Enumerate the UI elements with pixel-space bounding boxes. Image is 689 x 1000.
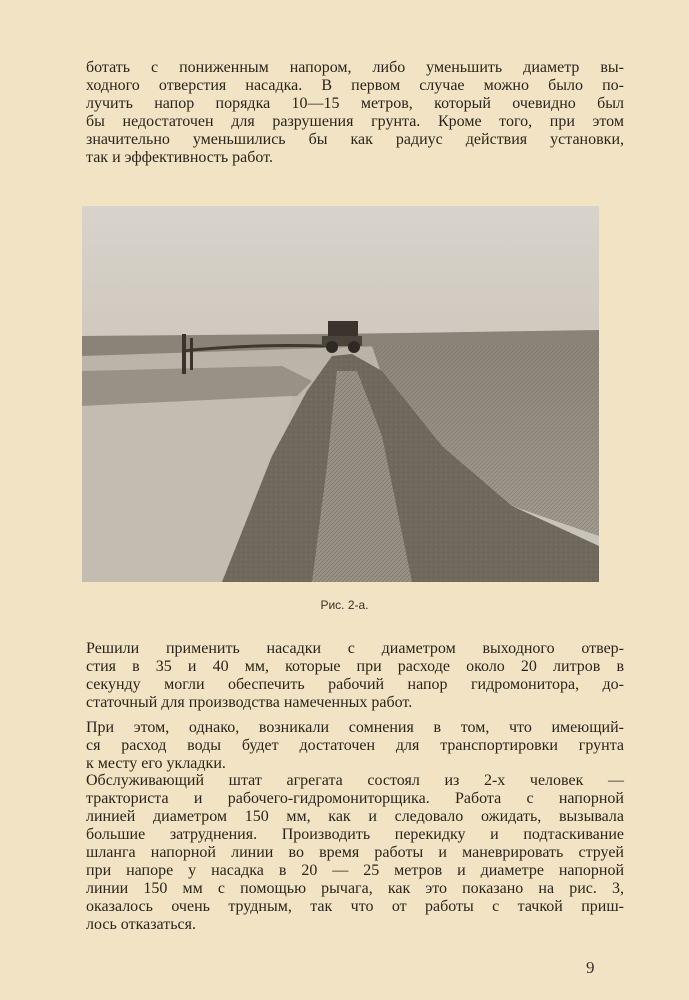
text-line: бы недостаточен для разрушения грунта. Кроме того, при этом bbox=[86, 113, 624, 130]
figure-photo bbox=[82, 206, 599, 582]
paragraph-2 bbox=[86, 640, 624, 712]
text-line: шланга напорной линии во время работы и маневрировать струей bbox=[86, 844, 624, 861]
text-line: большие затруднения. Производить перекидку и подтаскивание bbox=[86, 826, 624, 843]
paragraph-1 bbox=[86, 59, 624, 167]
text-line: к месту его укладки. bbox=[86, 755, 226, 772]
text-line: линии 150 мм с помощью рычага, как это показано на рис. 3, bbox=[86, 880, 624, 897]
paragraph-4 bbox=[86, 772, 624, 934]
text-line: лучить напор порядка 10—15 метров, который очевидно был bbox=[86, 95, 624, 112]
text-line: секунду могли обеспечить рабочий напор гидромонитора, до- bbox=[86, 676, 624, 693]
text-line: ботать с пониженным напором, либо уменьшить диаметр вы- bbox=[86, 59, 624, 76]
text-line: Решили применить насадки с диаметром выходного отвер- bbox=[86, 640, 624, 657]
text-line: при напоре у насадка в 20 — 25 метров и диаметре напорной bbox=[86, 862, 624, 879]
text-line: статочный для производства намеченных работ. bbox=[86, 694, 413, 711]
text-line: Обслуживающий штат агрегата состоял из 2-х человек — bbox=[86, 772, 624, 789]
page-number: 9 bbox=[586, 958, 595, 977]
text-line: При этом, однако, возникали сомнения в том, что имеющий- bbox=[86, 719, 624, 736]
text-line: значительно уменьшились бы как радиус действия установки, bbox=[86, 131, 624, 148]
text-line: ся расход воды будет достаточен для транспортировки грунта bbox=[86, 737, 624, 754]
text-line: тракториста и рабочего-гидромониторщика. Работа с напорной bbox=[86, 790, 624, 807]
post bbox=[182, 334, 186, 374]
figure-caption: Рис. 2-а. bbox=[320, 598, 369, 612]
text-line: оказалось очень трудным, так что от работы с тачкой приш- bbox=[86, 898, 624, 915]
text-line: так и эффективность работ. bbox=[86, 149, 273, 166]
text-line: линией диаметром 150 мм, как и следовало ожидать, вызывала bbox=[86, 808, 624, 825]
landscape-illustration bbox=[82, 206, 599, 582]
text-line: лось отказаться. bbox=[86, 916, 196, 933]
text-line: стия в 35 и 40 мм, которые при расходе около 20 литров в bbox=[86, 658, 624, 675]
paragraph-3 bbox=[86, 719, 624, 773]
sky bbox=[82, 206, 599, 336]
text-line: ходного отверстия насадка. В первом случае можно было по- bbox=[86, 77, 624, 94]
